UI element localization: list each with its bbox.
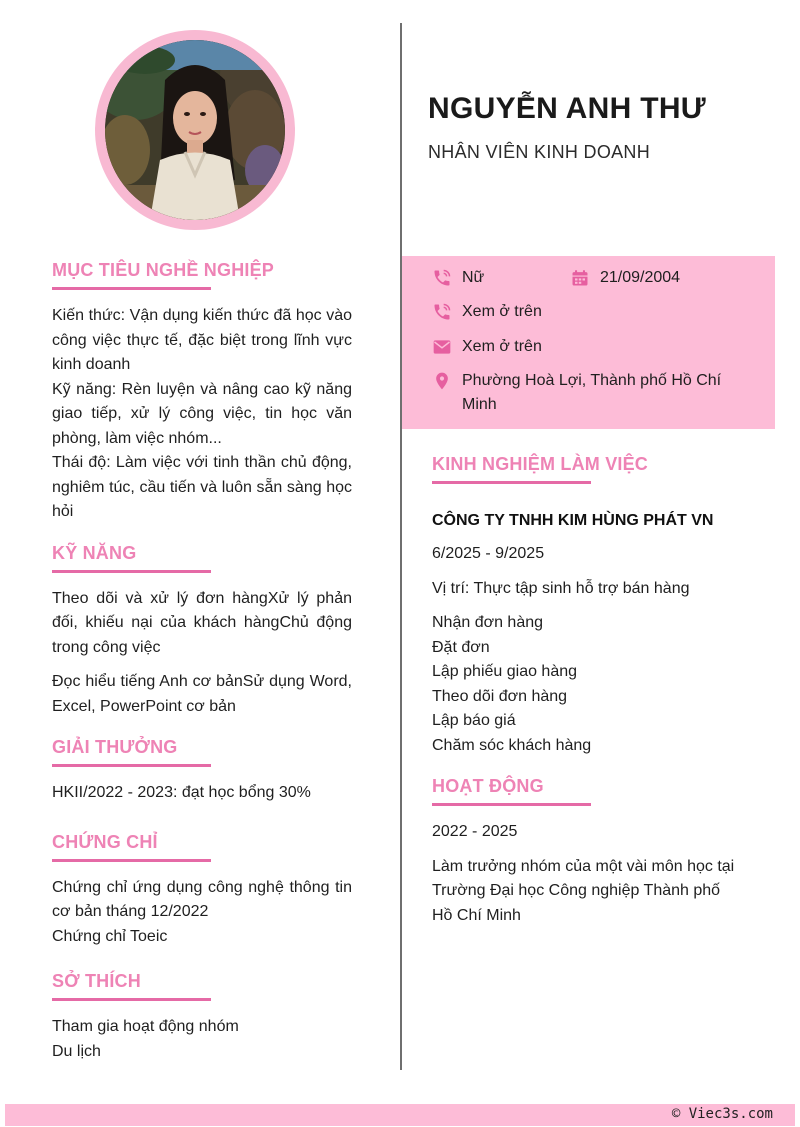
address-row — [432, 369, 752, 417]
awards-section — [52, 733, 352, 806]
section-title: KỸ NĂNG — [52, 542, 137, 563]
section-underline — [52, 859, 211, 862]
avatar — [95, 30, 295, 230]
company-name: CÔNG TY TNHH KIM HÙNG PHÁT VN — [432, 512, 714, 529]
email-row — [432, 335, 542, 359]
section-title: MỤC TIÊU NGHỀ NGHIỆP — [52, 260, 275, 280]
task-item: Đặt đơn — [432, 638, 490, 656]
section-underline — [432, 803, 591, 806]
award-item: HKII/2022 - 2023: đạt học bổng 30% — [52, 784, 311, 801]
task-item: Theo dõi đơn hàng — [432, 687, 568, 705]
contact-box — [402, 256, 775, 429]
footer-bar — [5, 1104, 795, 1126]
birthdate-row — [570, 266, 680, 290]
activity-period: 2022 - 2025 — [432, 823, 518, 840]
section-title: CHỨNG CHỈ — [52, 831, 158, 852]
location-pin-icon — [432, 371, 452, 391]
address-value: Phường Hoà Lợi, Thành phố Hồ Chí Minh — [462, 372, 722, 413]
task-item: Lập báo giá — [432, 712, 516, 729]
activities-section — [432, 772, 752, 928]
experience-period: 6/2025 - 9/2025 — [432, 545, 545, 562]
section-title: HOẠT ĐỘNG — [432, 776, 544, 796]
calendar-icon — [570, 268, 590, 288]
phone-row — [432, 300, 542, 324]
hobby-item: Tham gia hoạt động nhóm — [52, 1018, 239, 1035]
task-item: Chăm sóc khách hàng — [432, 736, 592, 754]
email-value: Xem ở trên — [462, 338, 542, 355]
objective-line: Thái độ: Làm việc với tinh thần chủ động, nghiêm túc, cầu tiến và luôn sẵn sàng học hỏi — [52, 454, 352, 520]
birthdate-value: 21/09/2004 — [600, 269, 681, 286]
gender-row — [432, 266, 484, 290]
copyright-text: © Viec3s.com — [671, 1106, 773, 1122]
column-divider — [400, 23, 402, 1070]
task-item: Nhận đơn hàng — [432, 614, 544, 631]
certificates-section — [52, 828, 352, 950]
certificate-item: Chứng chỉ ứng dụng công nghệ thông tin cơ bản tháng 12/2022 — [52, 878, 352, 920]
experience-position: Vị trí: Thực tập sinh hỗ trợ bán hàng — [432, 579, 690, 597]
right-column — [432, 450, 752, 928]
phone-icon — [432, 302, 452, 322]
phone-icon — [432, 268, 452, 288]
skill-item: Theo dõi và xử lý đơn hàngXử lý phản đối, khiếu nại của khách hàngChủ động trong công việc — [52, 589, 352, 656]
left-column — [52, 256, 352, 1064]
section-underline — [52, 764, 211, 767]
gender-value: Nữ — [462, 269, 485, 286]
phone-value: Xem ở trên — [462, 303, 542, 320]
objective-line: Kiến thức: Vận dụng kiến thức đã học vào công việc thực tế, đặc biệt trong lĩnh vực kinh doanh — [52, 307, 352, 373]
hobby-item: Du lịch — [52, 1042, 101, 1060]
objective-line: Kỹ năng: Rèn luyện và nâng cao kỹ năng giao tiếp, xử lý công việc, tin học văn phòng, làm việc nhóm... — [52, 380, 352, 447]
section-title: SỞ THÍCH — [52, 971, 141, 991]
section-title: GIẢI THƯỞNG — [52, 737, 178, 757]
hobbies-section — [52, 967, 352, 1064]
section-underline — [52, 570, 211, 573]
skills-section — [52, 539, 352, 720]
activity-description: Làm trưởng nhóm của một vài môn học tại Trường Đại học Công nghiệp Thành phố Hồ Chí Minh — [432, 857, 735, 924]
task-item: Lập phiếu giao hàng — [432, 663, 578, 680]
skill-item: Đọc hiểu tiếng Anh cơ bảnSử dụng Word, Excel, PowerPoint cơ bản — [52, 673, 352, 715]
experience-section — [432, 450, 752, 758]
profile-photo-illustration — [105, 40, 285, 220]
certificate-item: Chứng chỉ Toeic — [52, 927, 168, 945]
section-underline — [432, 481, 591, 484]
candidate-name: NGUYỄN ANH THƯ — [428, 92, 706, 125]
objective-section — [52, 256, 352, 525]
envelope-icon — [432, 337, 452, 357]
section-title: KINH NGHIỆM LÀM VIỆC — [432, 454, 649, 474]
profile-photo — [105, 40, 285, 220]
section-underline — [52, 998, 211, 1001]
job-title: NHÂN VIÊN KINH DOANH — [428, 142, 651, 162]
section-underline — [52, 287, 211, 290]
